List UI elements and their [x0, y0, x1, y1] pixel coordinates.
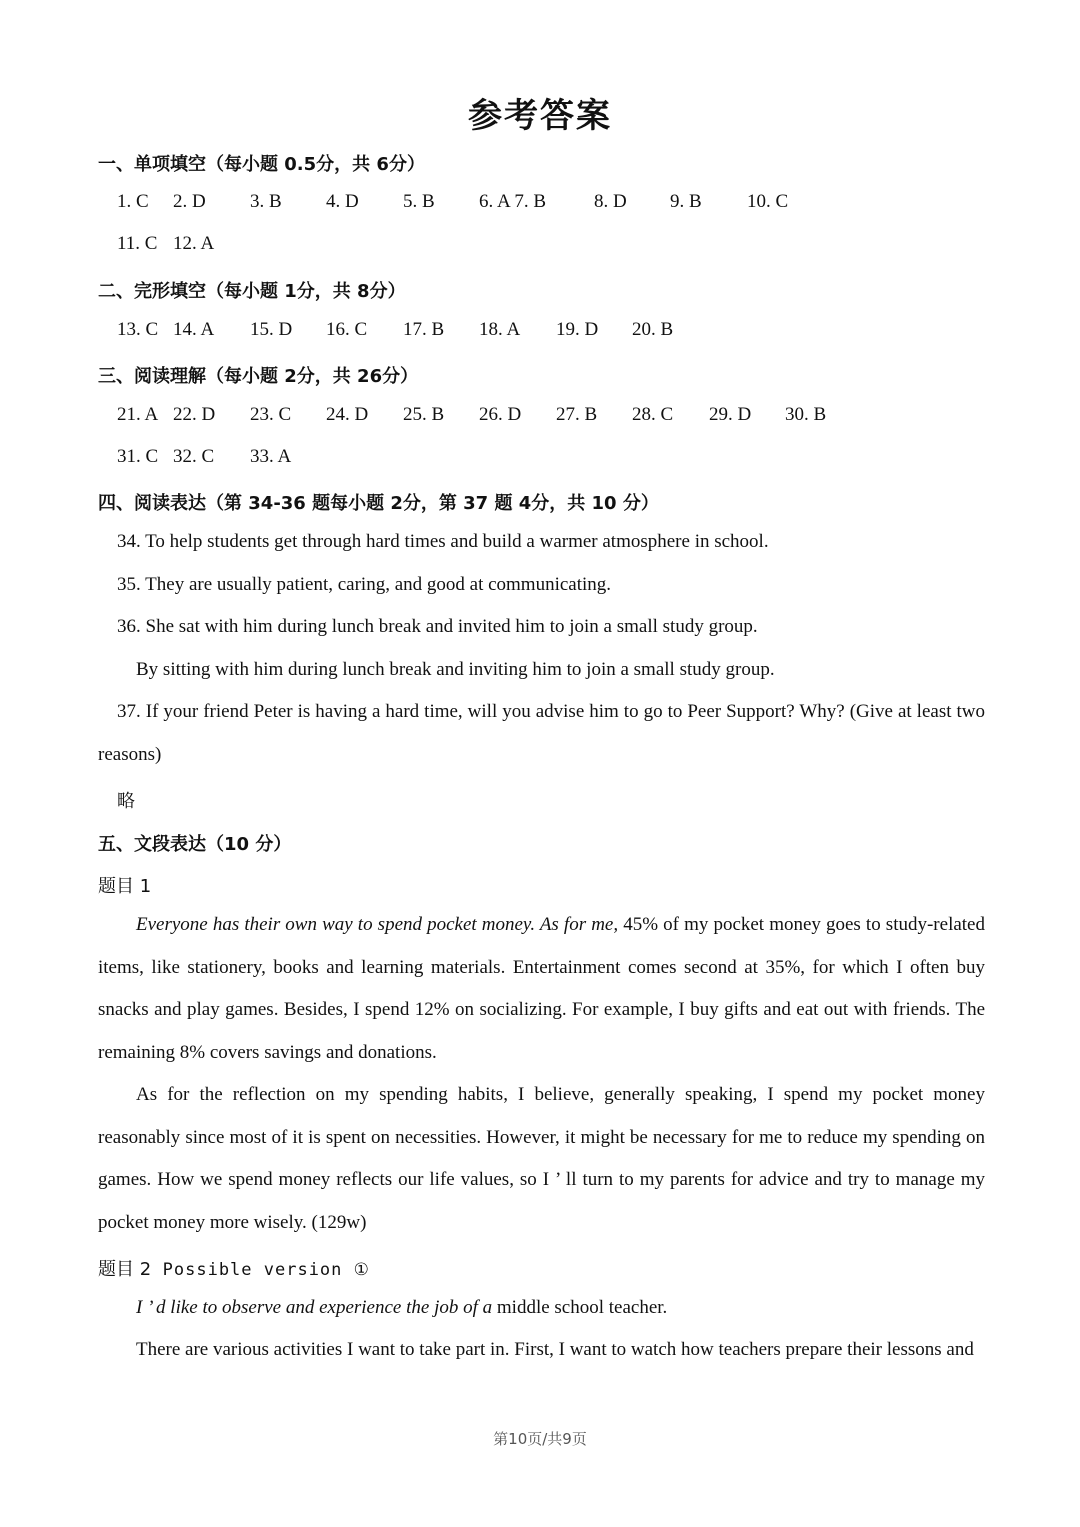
answer-item: 20. B — [632, 319, 674, 340]
topic-1-label: 题目 1 — [98, 876, 152, 897]
section-2-heading: 二、完形填空（每小题 1分，共 8分） — [98, 281, 406, 302]
answer-item: 24. D — [326, 404, 369, 425]
topic-2-opening-sentence: I ’ d like to observe and experience the job of a — [136, 1297, 493, 1318]
answer-item: 29. D — [709, 404, 752, 425]
answer-item: 25. B — [403, 404, 445, 425]
answer-item: 13. C — [117, 319, 159, 340]
answer-36-alternative: By sitting with him during lunch break and inviting him to join a small study group. — [136, 659, 775, 680]
answer-item: 31. C — [117, 446, 159, 467]
answer-item: 11. C — [117, 233, 158, 254]
topic-1-paragraph-2-text: As for the reflection on my spending habits, I believe, generally speaking, I spend my pocket money reasonably since most of it is spent on necessities. However, it might be necessary for me to reduce my spending on games. How we spend money reflects our life values, so I ’ ll turn to my parents for advice and try to manage my pocket money more wisely. (129w) — [98, 1084, 985, 1234]
answer-item: 1. C — [117, 191, 149, 212]
answer-item: 28. C — [632, 404, 674, 425]
page-number: 第10页/共9页 — [493, 1430, 587, 1448]
topic-1-opening-sentence: Everyone has their own way to spend pocket money. As for me, — [136, 914, 619, 935]
answer-item: 10. C — [747, 191, 789, 212]
answer-item: 8. D — [594, 191, 627, 212]
answer-item: 15. D — [250, 319, 293, 340]
answer-34: 34. To help students get through hard times and build a warmer atmosphere in school. — [117, 531, 769, 552]
topic-1-paragraph-1 — [98, 904, 985, 1075]
question-37 — [98, 691, 985, 776]
topic-1-paragraph-2 — [98, 1074, 985, 1245]
answer-item: 6. A 7. B — [479, 191, 547, 212]
answer-item: 30. B — [785, 404, 827, 425]
answer-item: 32. C — [173, 446, 215, 467]
topic-2-paragraph-2: There are various activities I want to take part in. First, I want to watch how teachers prepare their lessons and — [136, 1339, 974, 1360]
answer-item: 21. A — [117, 404, 159, 425]
answer-item: 22. D — [173, 404, 216, 425]
answer-item: 33. A — [250, 446, 292, 467]
answer-item: 27. B — [556, 404, 598, 425]
page-title: 参考答案 — [468, 96, 612, 136]
answer-item: 26. D — [479, 404, 522, 425]
answer-item: 19. D — [556, 319, 599, 340]
answer-item: 2. D — [173, 191, 206, 212]
answer-item: 17. B — [403, 319, 445, 340]
answer-36: 36. She sat with him during lunch break and invited him to join a small study group. — [117, 616, 758, 637]
topic-1-paragraph-1-text: 45% of my pocket money goes to study-related items, like stationery, books and learning materials. Entertainment comes second at 35%, for which I often buy snacks and play games. Besides, I spend 12% on socializing. For example, I buy gifts and eat out with friends. The remaining 8% covers savings and donations. — [98, 914, 985, 1064]
answer-35: 35. They are usually patient, caring, and good at communicating. — [117, 574, 612, 595]
answer-item: 18. A — [479, 319, 521, 340]
answer-item: 5. B — [403, 191, 435, 212]
topic-2-label — [98, 1255, 370, 1281]
topic-2-paragraph-1 — [136, 1297, 667, 1319]
answer-37: 略 — [117, 791, 135, 812]
answer-item: 14. A — [173, 319, 215, 340]
question-37-text: 37. If your friend Peter is having a hard time, will you advise him to go to Peer Support? Why? (Give at least two reasons) — [98, 701, 985, 765]
topic-2-label-text: 题目 2 — [98, 1259, 152, 1280]
section-3-heading: 三、阅读理解（每小题 2分，共 26分） — [98, 366, 419, 387]
answer-item: 23. C — [250, 404, 292, 425]
answer-item: 3. B — [250, 191, 282, 212]
topic-2-paragraph-1-text: middle school teacher. — [492, 1297, 668, 1318]
answer-item: 4. D — [326, 191, 359, 212]
section-4-heading: 四、阅读表达（第 34-36 题每小题 2分，第 37 题 4分，共 10 分） — [98, 493, 659, 514]
answer-item: 9. B — [670, 191, 702, 212]
topic-2-version: Possible version ① — [162, 1260, 370, 1280]
section-5-heading: 五、文段表达（10 分） — [98, 834, 292, 855]
section-1-heading: 一、单项填空（每小题 0.5分，共 6分） — [98, 154, 425, 175]
answer-item: 12. A — [173, 233, 215, 254]
answer-item: 16. C — [326, 319, 368, 340]
